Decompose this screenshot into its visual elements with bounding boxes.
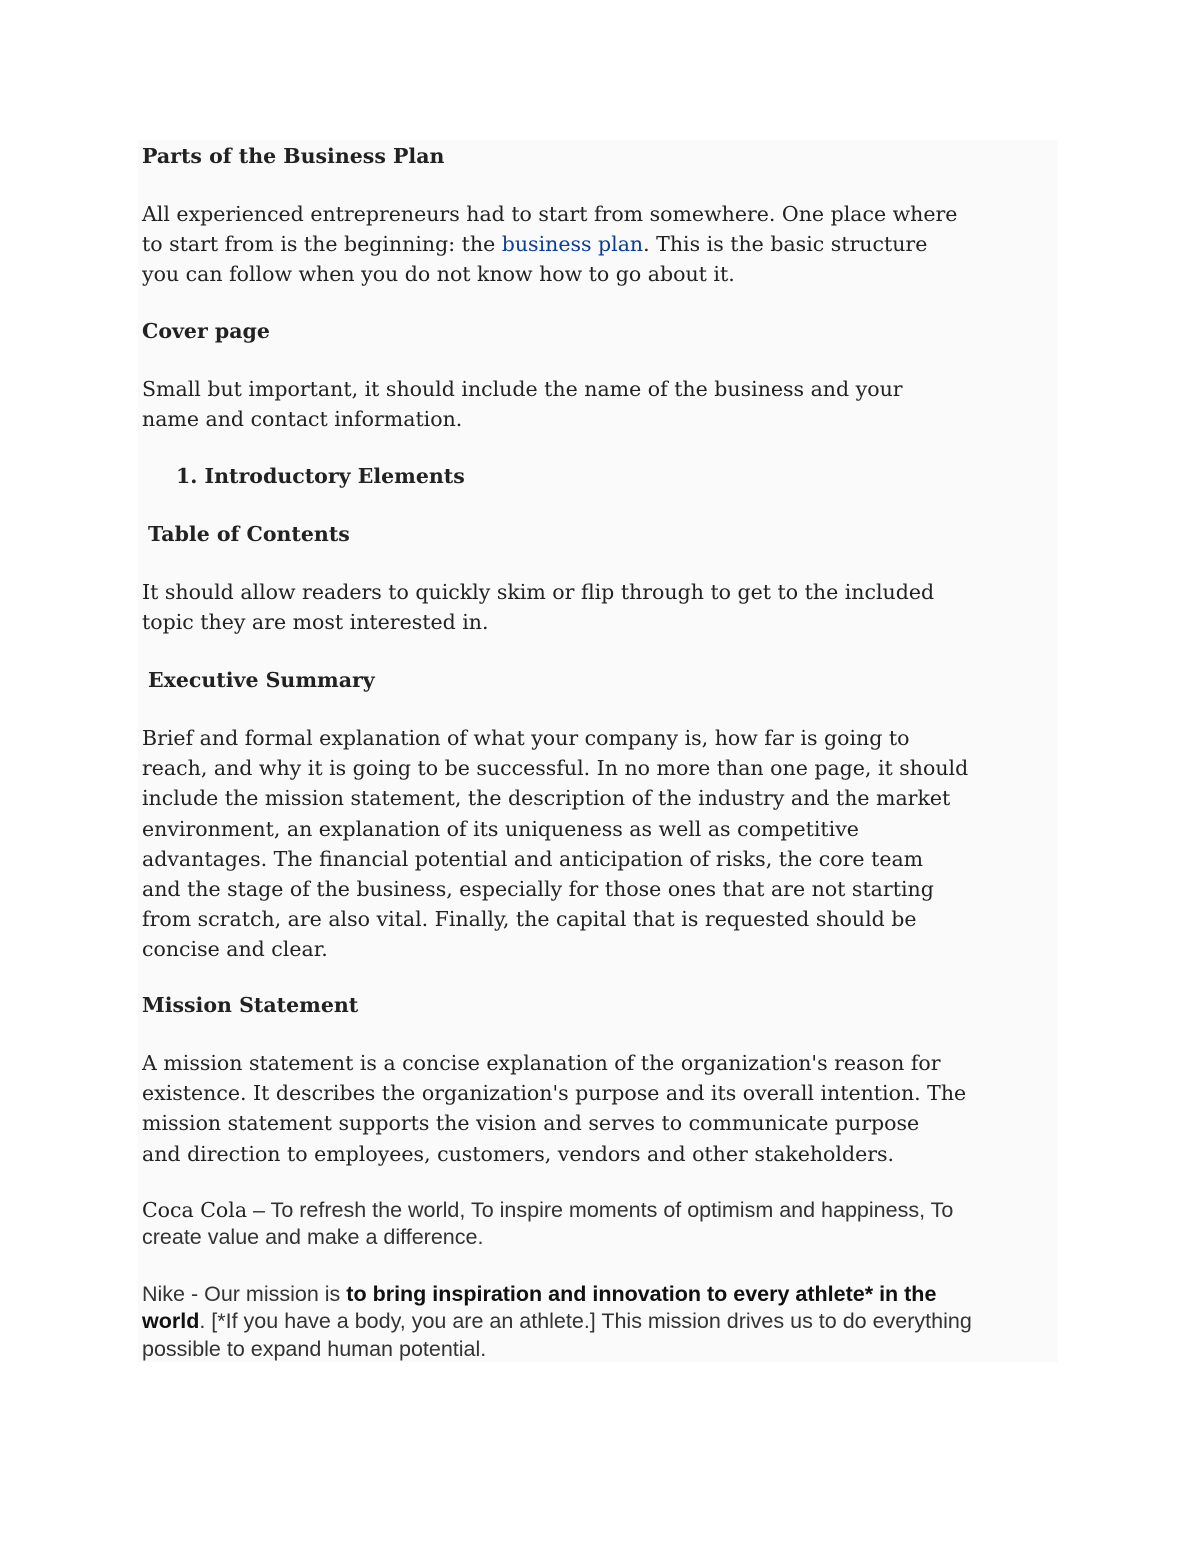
text-line: Brief and formal explanation of what your company is, how far is going to	[142, 726, 910, 750]
executive-summary-paragraph	[142, 723, 968, 965]
business-plan-link[interactable]: business plan	[501, 232, 644, 257]
text-line: advantages. The financial potential and anticipation of risks, the core team	[142, 846, 924, 871]
text-line: topic they are most interested in.	[142, 610, 489, 635]
section-introductory-elements	[176, 461, 465, 491]
text-line: you can follow when you do not know how to go about it.	[142, 262, 735, 287]
mission-statement-heading: Mission Statement	[142, 993, 359, 1017]
section-heading: Introductory Elements	[204, 464, 465, 488]
text-span: to start from is the beginning: the	[142, 232, 502, 257]
bold-text: world	[142, 1309, 200, 1334]
nike-mission	[142, 1281, 972, 1363]
text-line: and direction to employees, customers, vendors and other stakeholders.	[142, 1141, 895, 1166]
text-span: . [*If you have a body, you are an athlete.] This mission drives us to do everything	[199, 1309, 972, 1334]
cover-page-heading: Cover page	[142, 319, 270, 343]
text-line: concise and clear.	[142, 937, 328, 962]
executive-summary-heading: Executive Summary	[148, 668, 375, 692]
cover-paragraph	[142, 374, 903, 434]
text-span: – To refresh the world, To inspire moments of optimism and happiness, To	[247, 1198, 954, 1222]
mission-paragraph	[142, 1048, 966, 1169]
text-line: possible to expand human potential.	[142, 1336, 487, 1361]
bold-text: to bring inspiration and innovation to every athlete* in the	[346, 1282, 937, 1306]
toc-heading: Table of Contents	[148, 522, 350, 546]
text-line: create value and make a difference.	[142, 1225, 484, 1250]
intro-paragraph	[142, 199, 957, 290]
text-line	[142, 1281, 972, 1308]
text-line: mission statement supports the vision and serves to communicate purpose	[142, 1111, 920, 1136]
text-line: It should allow readers to quickly skim or flip through to get to the included	[142, 580, 935, 604]
text-line	[142, 1197, 953, 1224]
page-title: Parts of the Business Plan	[142, 144, 445, 168]
text-span: Nike - Our mission is	[142, 1282, 347, 1306]
list-number: 1.	[176, 464, 198, 488]
text-line	[142, 229, 957, 259]
text-line: reach, and why it is going to be successful. In no more than one page, it should	[142, 756, 969, 781]
coca-cola-mission	[142, 1197, 953, 1252]
text-line: include the mission statement, the description of the industry and the market	[142, 786, 951, 811]
text-line: and the stage of the business, especially for those ones that are not starting	[142, 877, 934, 902]
text-line: A mission statement is a concise explanation of the organization's reason for	[142, 1051, 941, 1075]
text-line: existence. It describes the organization's purpose and its overall intention. The	[142, 1081, 967, 1106]
brand-name: Coca Cola	[142, 1198, 248, 1222]
text-line: from scratch, are also vital. Finally, the capital that is requested should be	[142, 907, 917, 932]
text-span: . This is the basic structure	[643, 232, 928, 257]
text-line	[142, 1308, 972, 1335]
text-line: All experienced entrepreneurs had to start from somewhere. One place where	[142, 202, 958, 226]
text-line: Small but important, it should include the name of the business and your	[142, 377, 903, 401]
toc-paragraph	[142, 577, 934, 637]
text-line: environment, an explanation of its uniqueness as well as competitive	[142, 816, 859, 841]
text-line: name and contact information.	[142, 407, 463, 432]
